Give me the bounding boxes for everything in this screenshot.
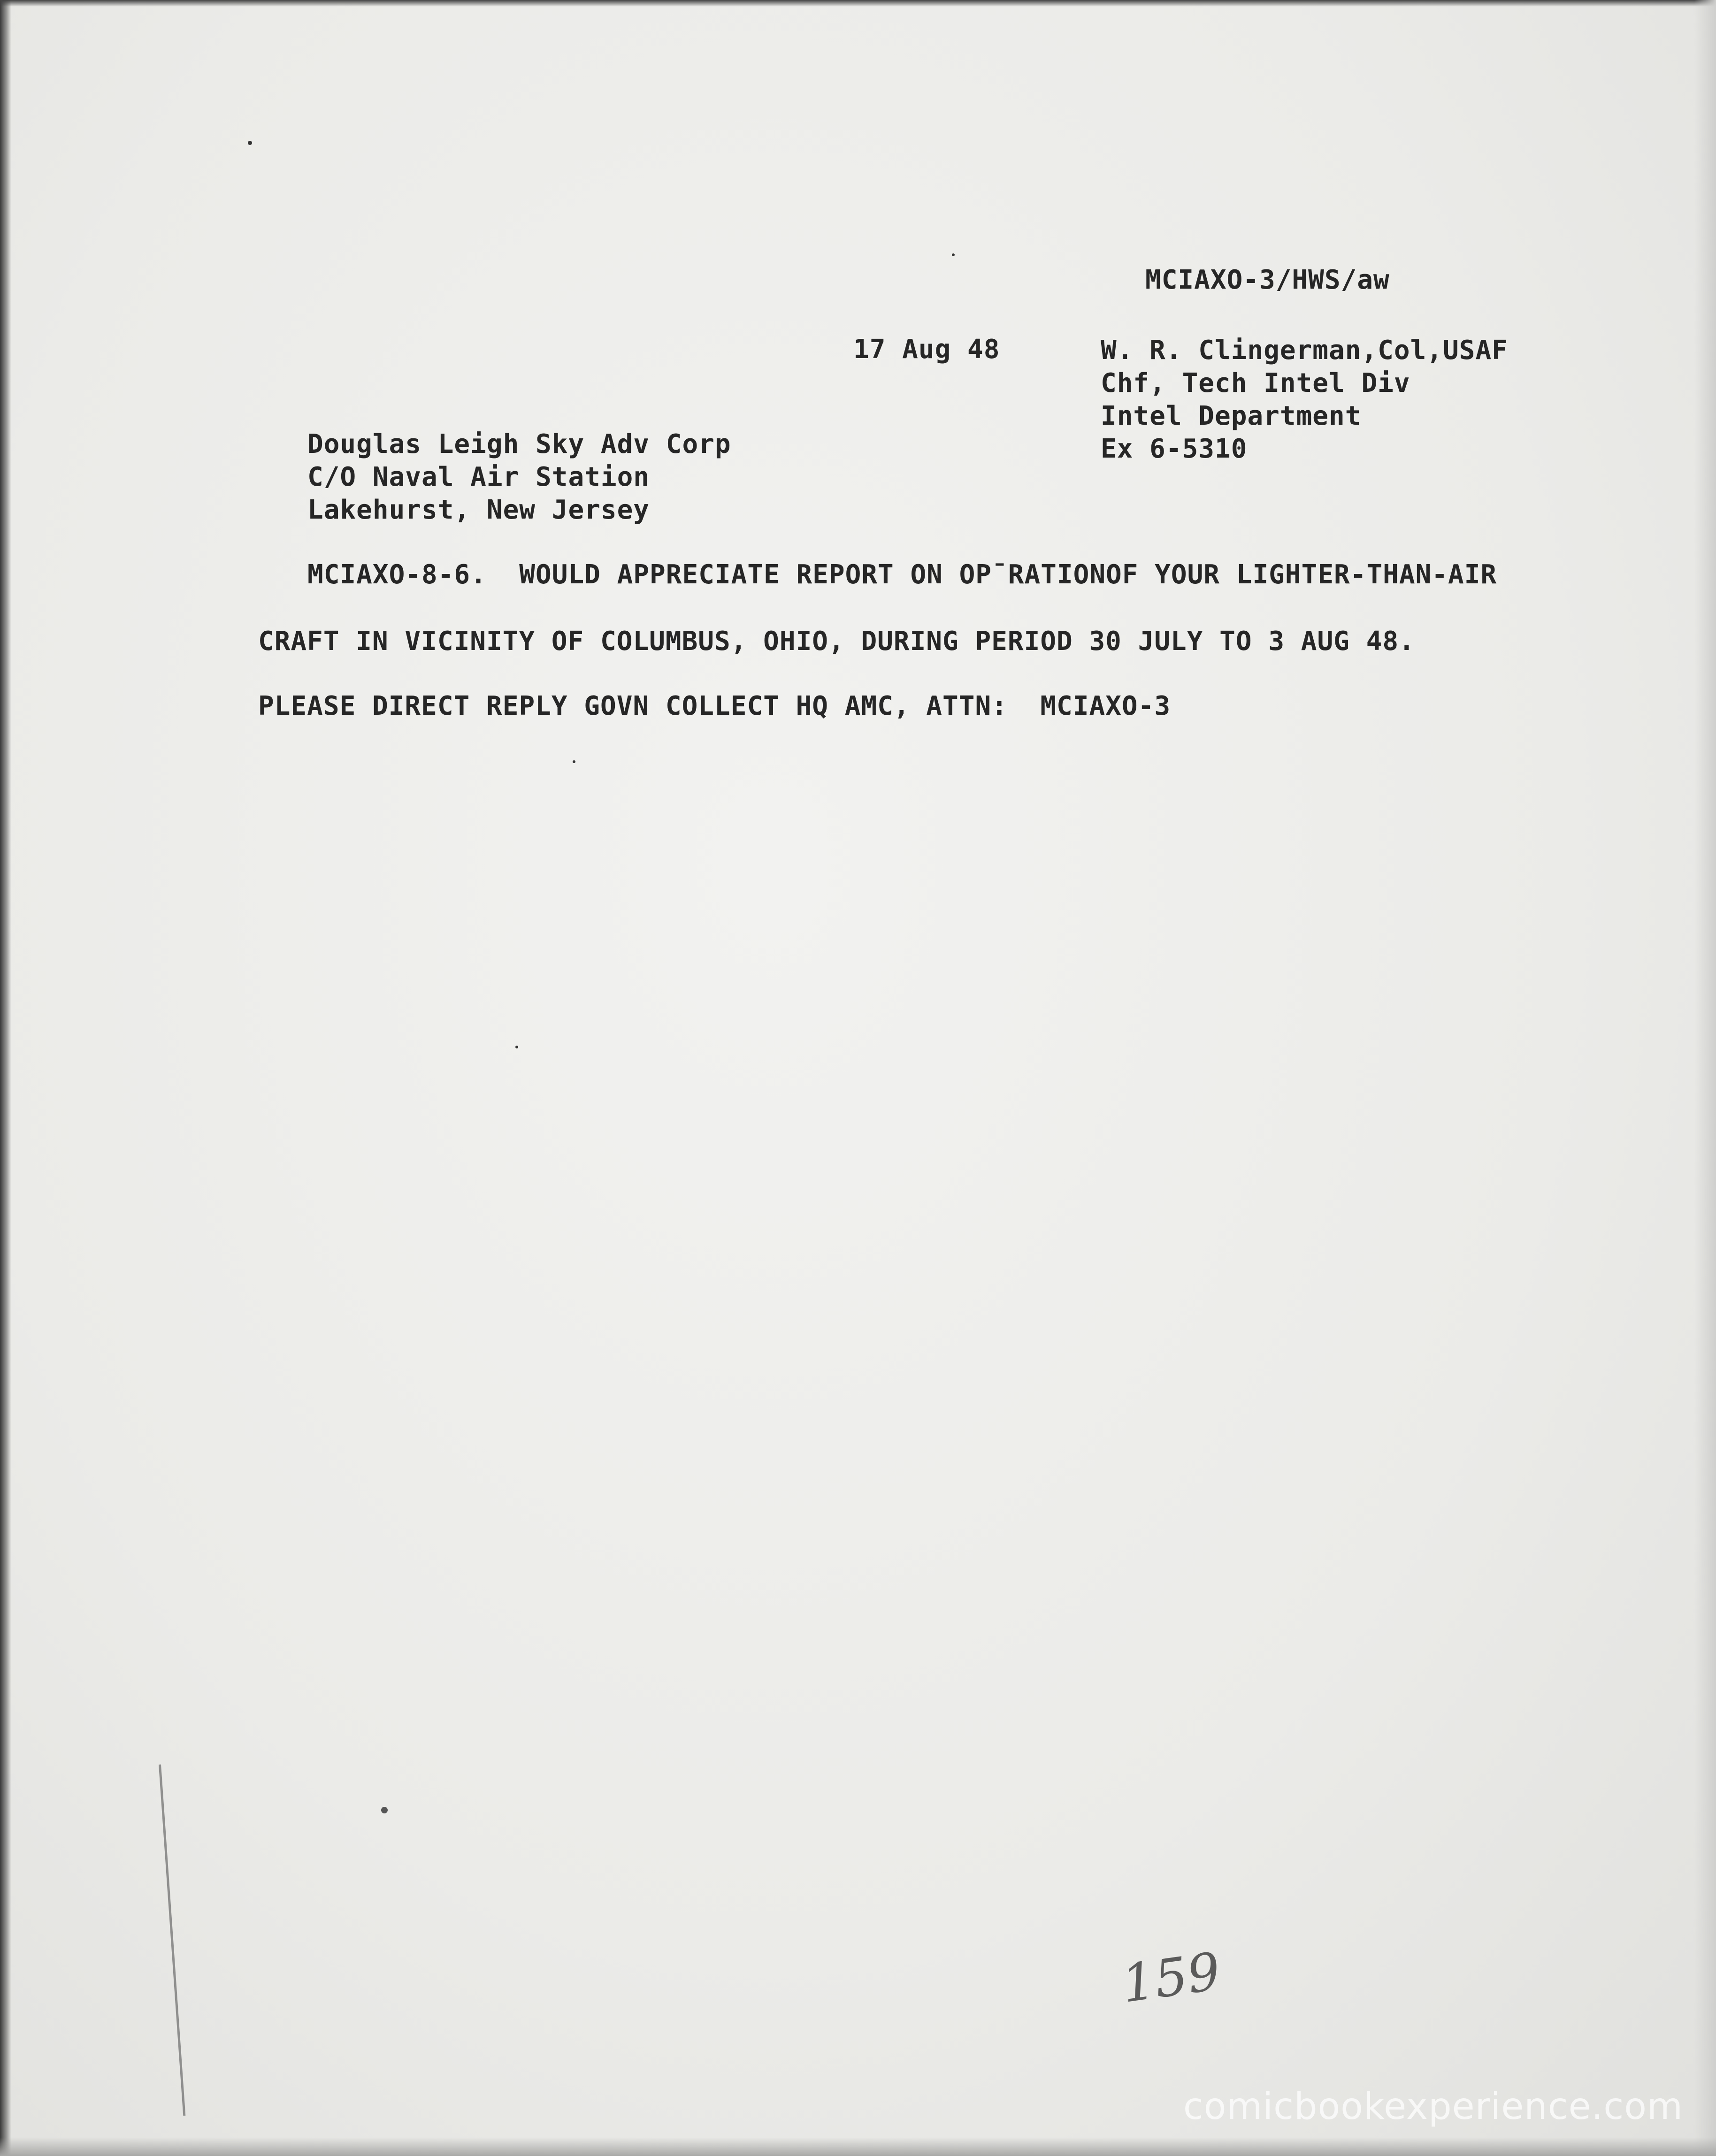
scan-edge-right <box>1694 0 1716 2156</box>
sender-line: Chf, Tech Intel Div <box>1101 368 1410 398</box>
body-line: CRAFT IN VICINITY OF COLUMBUS, OHIO, DURING PERIOD 30 JULY TO 3 AUG 48. <box>258 626 1415 657</box>
sender-line: Intel Department <box>1101 401 1362 431</box>
scan-speck <box>248 141 252 145</box>
message-date: 17 Aug 48 <box>853 334 1000 365</box>
sender-line: W. R. Clingerman,Col,USAF <box>1101 335 1508 366</box>
watermark-text: comicbookexperience.com <box>1183 2086 1683 2128</box>
body-line: PLEASE DIRECT REPLY GOVN COLLECT HQ AMC, ATTN: MCIAXO-3 <box>258 691 1171 721</box>
sender-block <box>1101 334 1508 466</box>
address-line: Lakehurst, New Jersey <box>307 495 650 525</box>
scan-speck <box>573 760 575 763</box>
recipient-address <box>307 428 731 527</box>
address-line: C/O Naval Air Station <box>307 462 650 492</box>
scan-edge-left <box>0 0 11 2156</box>
sender-line: Ex 6-5310 <box>1101 434 1248 464</box>
scan-speck <box>515 1046 518 1048</box>
handwritten-page-number: 159 <box>1118 1941 1224 2014</box>
margin-mark <box>159 1765 185 2116</box>
scan-speck <box>952 253 955 256</box>
scan-edge-top <box>0 0 1716 7</box>
address-line: Douglas Leigh Sky Adv Corp <box>307 429 731 459</box>
scan-speck <box>381 1807 388 1813</box>
reference-code: MCIAXO-3/HWS/aw <box>1145 265 1390 295</box>
scan-edge-bottom <box>0 2137 1716 2156</box>
body-line: MCIAXO-8-6. WOULD APPRECIATE REPORT ON OP¯RATIONOF YOUR LIGHTER-THAN-AIR <box>307 559 1497 590</box>
